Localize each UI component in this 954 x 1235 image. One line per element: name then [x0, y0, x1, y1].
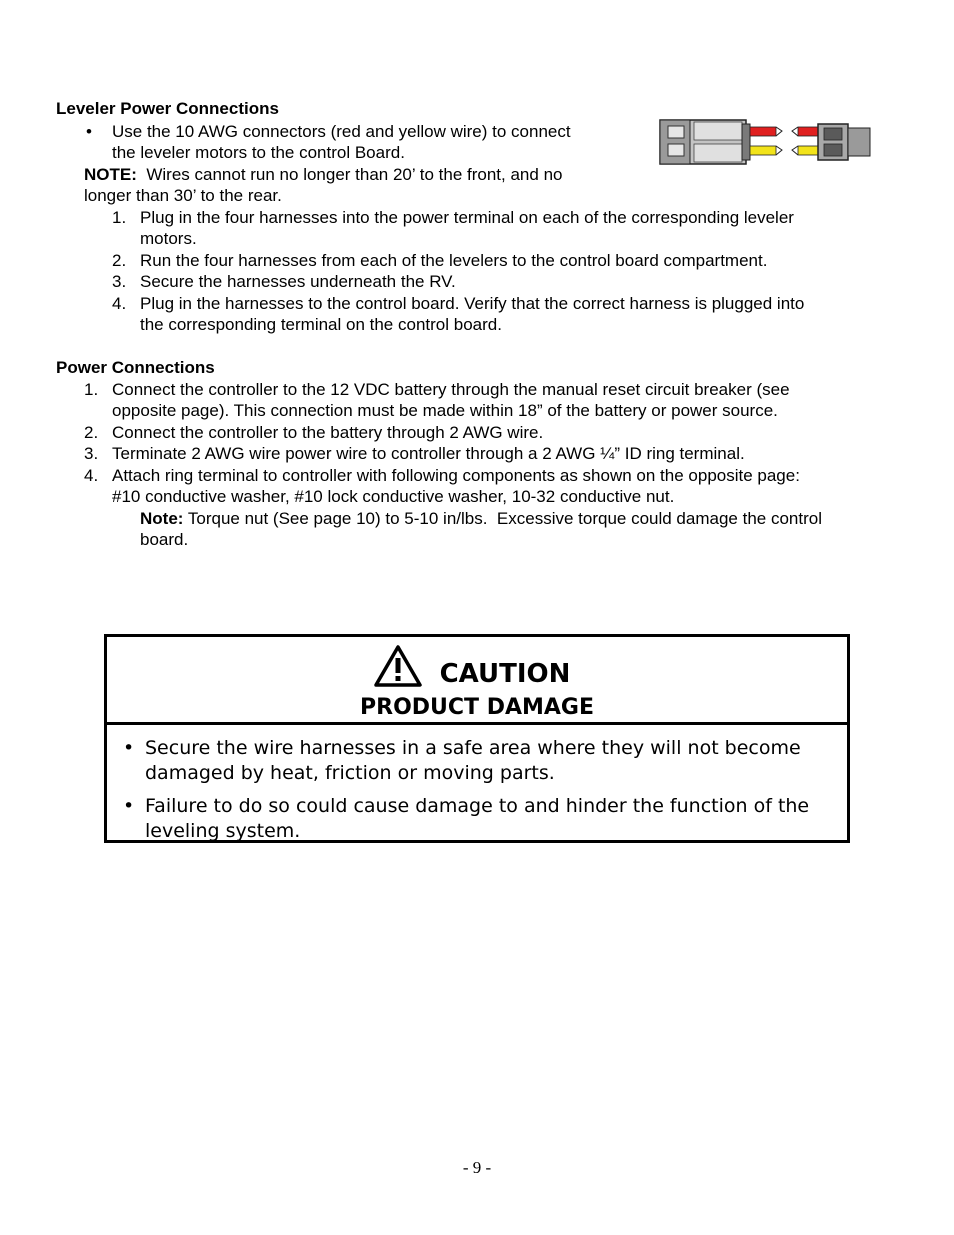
- caution-item-2-line1: Failure to do so could cause damage to and hinder the function of the: [145, 795, 810, 817]
- power-step-4-line2: #10 conductive washer, #10 lock conductive washer, 10-32 conductive nut.: [112, 487, 675, 506]
- leveler-note: [84, 164, 562, 185]
- power-step-2-line1: Connect the controller to the battery through 2 AWG wire.: [112, 423, 544, 442]
- leveler-heading: Leveler Power Connections: [56, 99, 279, 118]
- power-step-1-num: 1.: [84, 380, 99, 399]
- caution-item-2-line2: leveling system.: [145, 820, 301, 842]
- caution-subtitle: PRODUCT DAMAGE: [360, 695, 594, 720]
- leveler-bullet-line2: the leveler motors to the control Board.: [112, 143, 405, 162]
- leveler-bullet-line1: Use the 10 AWG connectors (red and yellow wire) to connect: [112, 122, 571, 141]
- power-step-4-line1: Attach ring terminal to controller with following components as shown on the opposite page:: [112, 466, 800, 485]
- power-note-label: Note:: [140, 509, 184, 528]
- caution-item-1-line2: damaged by heat, friction or moving parts.: [145, 762, 555, 784]
- leveler-note-line1: Wires cannot run no longer than 20’ to the front, and no: [136, 165, 563, 184]
- power-step-3-line1: Terminate 2 AWG wire power wire to controller through a 2 AWG ¼” ID ring terminal.: [112, 444, 745, 463]
- leveler-step-1-num: 1.: [112, 208, 127, 227]
- caution-item-1-bullet: •: [123, 737, 135, 759]
- power-step-2-num: 2.: [84, 423, 99, 442]
- leveler-step-2-num: 2.: [112, 251, 127, 270]
- power-heading: Power Connections: [56, 358, 215, 377]
- leveler-step-2-line1: Run the four harnesses from each of the levelers to the control board compartment.: [140, 251, 768, 270]
- leveler-note-line2: longer than 30’ to the rear.: [84, 186, 282, 205]
- connector-illustration: [658, 116, 872, 168]
- caution-item-1-line1: Secure the wire harnesses in a safe area where they will not become: [145, 737, 801, 759]
- leveler-step-4-num: 4.: [112, 294, 127, 313]
- leveler-step-4-line2: the corresponding terminal on the control board.: [140, 315, 502, 334]
- leveler-step-3-num: 3.: [112, 272, 127, 291]
- caution-item-2-bullet: •: [123, 795, 135, 817]
- caution-title: CAUTION: [439, 659, 571, 689]
- caution-divider: [107, 722, 847, 725]
- power-step-4-num: 4.: [84, 466, 99, 485]
- caution-box: [104, 634, 850, 843]
- leveler-note-label: NOTE:: [84, 165, 137, 184]
- leveler-step-1-line1: Plug in the four harnesses into the power terminal on each of the corresponding leveler: [140, 208, 794, 227]
- leveler-step-3-line1: Secure the harnesses underneath the RV.: [140, 272, 456, 291]
- power-note-line1: Torque nut (See page 10) to 5-10 in/lbs. Excessive torque could damage the control: [183, 509, 822, 528]
- power-step-3-num: 3.: [84, 444, 99, 463]
- power-step-1-line1: Connect the controller to the 12 VDC battery through the manual reset circuit breaker (see: [112, 380, 790, 399]
- leveler-bullet-symbol: •: [86, 122, 92, 141]
- leveler-step-4-line1: Plug in the harnesses to the control board. Verify that the correct harness is plugged into: [140, 294, 805, 313]
- power-note: [140, 508, 822, 529]
- leveler-step-1-line2: motors.: [140, 229, 197, 248]
- power-step-1-line2: opposite page). This connection must be made within 18” of the battery or power source.: [112, 401, 778, 420]
- page-number: - 9 -: [462, 1158, 492, 1177]
- power-note-line2: board.: [140, 530, 189, 549]
